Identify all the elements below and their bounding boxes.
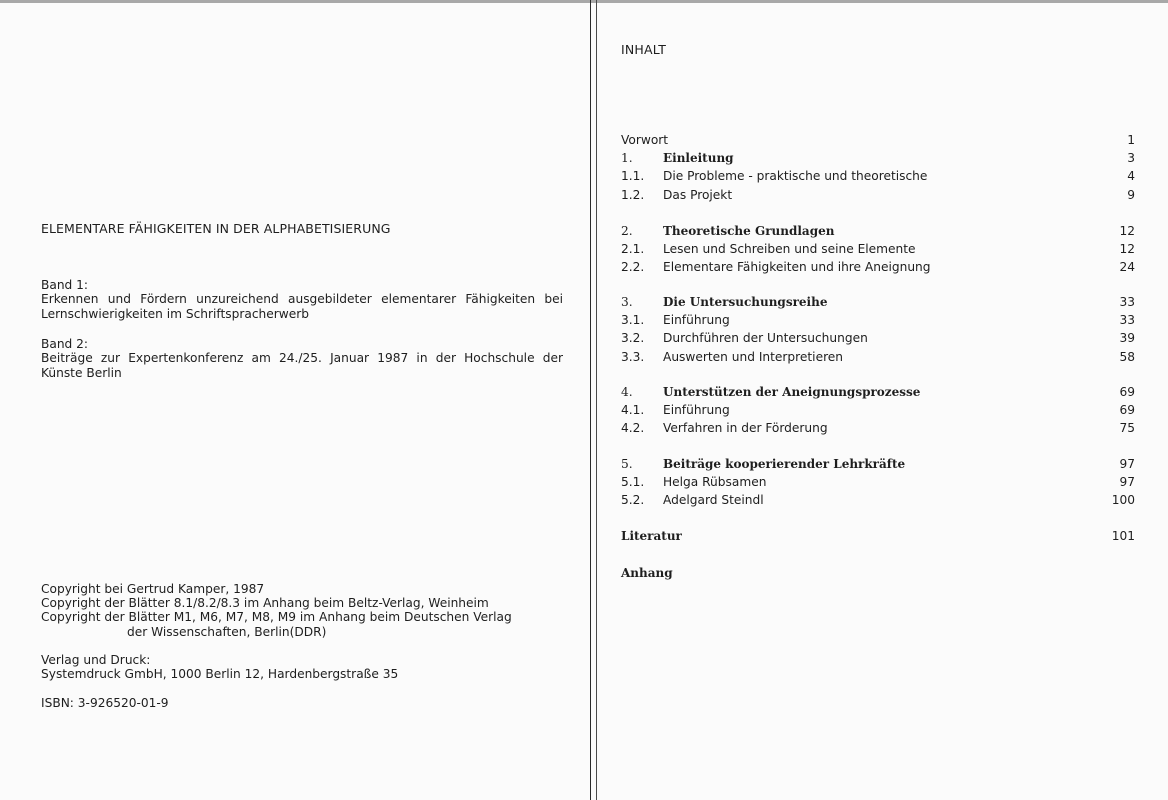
publisher-address: Systemdruck GmbH, 1000 Berlin 12, Hardenbergstraße 35	[41, 667, 399, 682]
toc-entry-page: 97	[1119, 457, 1135, 471]
toc-entry-page: 69	[1119, 403, 1135, 418]
toc-entry-number: 2.1.	[621, 242, 645, 257]
toc-group	[621, 295, 1135, 368]
toc-entry-page: 3	[1127, 151, 1135, 166]
toc-entry-title: Die Untersuchungsreihe	[663, 295, 828, 309]
toc-entry-title: Das Projekt	[663, 187, 733, 202]
band-1-label: Band 1:	[41, 278, 89, 292]
toc-entry-title: Durchführen der Untersuchungen	[663, 331, 868, 346]
toc-entry-page: 69	[1119, 385, 1135, 399]
toc-entry	[621, 421, 1135, 439]
toc-entry	[621, 260, 1135, 278]
publisher-info	[41, 653, 398, 681]
toc-group	[621, 224, 1135, 279]
toc-entry	[621, 493, 1135, 511]
toc-entry-number: 4.1.	[621, 403, 645, 418]
toc-group	[621, 385, 1135, 440]
toc-entry-page: 1	[1127, 133, 1135, 147]
book-title: ELEMENTARE FÄHIGKEITEN IN DER ALPHABETISIERUNG	[41, 221, 391, 236]
band-1-text: Erkennen und Fördern unzureichend ausgebildeter elementarer Fähigkeiten bei Lernschwierigkeiten im Schriftspracherwerb	[41, 292, 563, 321]
toc-entry-number: 4.2.	[621, 421, 645, 436]
toc-entry	[621, 350, 1135, 368]
toc-entry-title: Theoretische Grundlagen	[663, 224, 835, 238]
toc-group	[621, 529, 1135, 547]
toc-entry-page: 33	[1119, 295, 1135, 309]
toc-heading: INHALT	[621, 42, 667, 57]
toc-entry-title: Adelgard Steindl	[663, 493, 764, 508]
toc-entry-number: 2.	[621, 224, 633, 238]
isbn: ISBN: 3-926520-01-9	[41, 696, 169, 710]
toc-group	[621, 133, 1135, 206]
copyright-notice	[41, 582, 563, 639]
toc-entry	[621, 169, 1135, 187]
toc-entry-title: Anhang	[621, 566, 673, 580]
toc-entry-number: 1.	[621, 151, 633, 166]
toc-entry	[621, 475, 1135, 493]
band-1	[41, 278, 563, 321]
toc-entry-page: 101	[1111, 529, 1135, 543]
toc-entry	[621, 151, 1135, 169]
copyright-line: Copyright der Blätter 8.1/8.2/8.3 im Anhang beim Beltz-Verlag, Weinheim	[41, 596, 489, 611]
toc-entry-number: 1.2.	[621, 187, 645, 202]
toc-entry-title: Einführung	[663, 313, 730, 328]
toc-entry-title: Die Probleme - praktische und theoretische	[663, 169, 928, 184]
toc-entry-page: 58	[1119, 349, 1135, 364]
copyright-line: der Wissenschaften, Berlin(DDR)	[127, 624, 327, 639]
toc-entry-title: Einführung	[663, 403, 730, 418]
toc-group	[621, 566, 1135, 584]
toc-entry-title: Unterstützen der Aneignungsprozesse	[663, 385, 921, 399]
toc-entry-page: 9	[1127, 187, 1135, 202]
toc-entry	[621, 224, 1135, 242]
toc-entry-number: 3.1.	[621, 313, 645, 328]
toc-entry-page: 100	[1111, 493, 1135, 508]
copyright-line: Copyright bei Gertrud Kamper, 1987	[41, 582, 265, 596]
toc-entry-number: 3.	[621, 295, 633, 309]
toc-entry-title: Helga Rübsamen	[663, 475, 767, 490]
toc-entry	[621, 566, 1135, 584]
toc-entry	[621, 188, 1135, 206]
band-2	[41, 337, 563, 380]
toc-entry	[621, 403, 1135, 421]
book-spine	[590, 0, 591, 800]
band-2-text: Beiträge zur Expertenkonferenz am 24./25. Januar 1987 in der Hochschule der Künste Berlin	[41, 351, 563, 380]
toc-entry-page: 4	[1127, 169, 1135, 184]
toc-entry-page: 24	[1119, 260, 1135, 275]
toc-entry	[621, 133, 1135, 151]
toc-entry-number: 2.2.	[621, 260, 645, 275]
toc-entry-title: Beiträge kooperierender Lehrkräfte	[663, 457, 906, 471]
toc-entry	[621, 242, 1135, 260]
toc-entry-number: 3.3.	[621, 349, 645, 364]
toc-entry-number: 5.1.	[621, 475, 645, 490]
toc-entry-title: Elementare Fähigkeiten und ihre Aneignung	[663, 260, 931, 275]
toc-entry-title: Lesen und Schreiben und seine Elemente	[663, 242, 916, 257]
toc-entry-page: 12	[1119, 224, 1135, 238]
toc-entry-page: 39	[1119, 331, 1135, 346]
toc-entry-page: 97	[1119, 475, 1135, 490]
toc-entry-title: Literatur	[621, 529, 682, 543]
toc-group	[621, 457, 1135, 512]
toc-entry-number: 5.2.	[621, 493, 645, 508]
toc-entry	[621, 457, 1135, 475]
toc-entry-page: 75	[1119, 421, 1135, 436]
toc-entry-number: 3.2.	[621, 331, 645, 346]
toc-entry	[621, 313, 1135, 331]
toc-entry-page: 33	[1119, 313, 1135, 328]
toc-entry-title: Verfahren in der Förderung	[663, 421, 828, 436]
toc-entry	[621, 529, 1135, 547]
toc-entry	[621, 385, 1135, 403]
toc-entry-number: 1.1.	[621, 169, 645, 184]
toc-entry-title: Vorwort	[621, 133, 669, 147]
toc-entry-page: 12	[1119, 242, 1135, 257]
toc-entry	[621, 331, 1135, 349]
toc-entry-title: Auswerten und Interpretieren	[663, 349, 844, 364]
toc-entry-number: 5.	[621, 457, 633, 471]
right-page	[597, 0, 1168, 800]
band-2-label: Band 2:	[41, 337, 89, 351]
toc-entry	[621, 295, 1135, 313]
toc-entry-title: Einleitung	[663, 151, 734, 166]
toc-entry-number: 4.	[621, 385, 633, 399]
publisher-label: Verlag und Druck:	[41, 653, 151, 667]
copyright-line: Copyright der Blätter M1, M6, M7, M8, M9 im Anhang beim Deutschen Verlag	[41, 610, 512, 625]
